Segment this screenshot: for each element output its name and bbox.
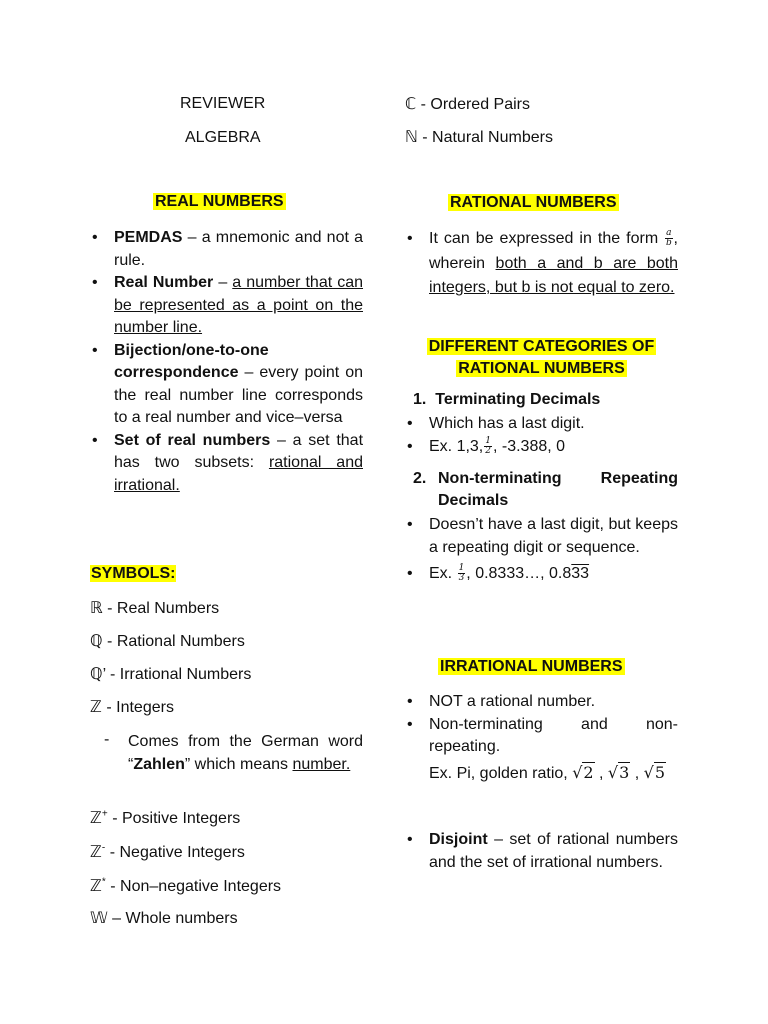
terminating-heading: [413, 390, 600, 410]
rational-form-definition: both a and b are both integers, but b is not equal to zero.: [429, 254, 678, 296]
fraction-one-third: [458, 564, 466, 583]
negative-sup: -: [101, 842, 106, 854]
sqrt-5: √5: [643, 763, 666, 782]
symbol-positive-integers: [90, 808, 240, 829]
irrational-point-2: Non-terminating and non-repeating.: [429, 715, 678, 755]
terminating-list: [405, 413, 678, 458]
symbol-whole-numbers: [90, 908, 238, 929]
zahlen-middle: ” which means: [184, 755, 293, 773]
symbol-rational: [90, 631, 245, 652]
integers-label: - Integers: [101, 699, 174, 716]
irrational-label: ’ - Irrational Numbers: [102, 666, 252, 683]
whole-numbers-label: – Whole numbers: [107, 910, 238, 927]
fraction-denominator: 3: [458, 573, 465, 584]
set-of-real-numbers-definition: – a set that has two subsets:: [114, 431, 364, 471]
natural-symbol: ℕ: [405, 127, 418, 146]
whole-numbers-symbol: 𝕎: [90, 908, 108, 927]
list-item: [405, 691, 678, 714]
nonnegative-integers-label: - Non–negative Integers: [105, 878, 282, 895]
repeating-heading: [413, 468, 678, 512]
real-label: - Real Numbers: [102, 600, 220, 617]
irrational-symbol: ℚ: [90, 664, 103, 683]
pemdas-definition: – a mnemonic and not a rule.: [114, 229, 363, 269]
symbol-nonnegative-integers: [90, 876, 281, 897]
list-item: [405, 563, 678, 586]
zahlen-end: number.: [292, 755, 351, 773]
rational-form-middle: , wherein: [429, 230, 678, 272]
list-item: [405, 413, 678, 436]
list-item: [90, 272, 363, 340]
list-item: [405, 436, 678, 459]
document-title: REVIEWER: [180, 95, 266, 112]
fraction-numerator: 1: [458, 563, 465, 574]
set-of-real-numbers-term: Set of real numbers: [114, 431, 271, 449]
document-subject: ALGEBRA: [185, 129, 261, 146]
symbol-natural: [405, 127, 553, 148]
symbols-heading: SYMBOLS:: [91, 565, 176, 582]
real-numbers-list: [90, 227, 363, 497]
terminating-example-prefix: Ex. 1,3,: [429, 437, 484, 455]
zahlen-word: Zahlen: [133, 755, 185, 773]
radicand: 3: [619, 763, 630, 782]
nonnegative-integers-symbol: ℤ: [90, 876, 102, 895]
real-symbol: ℝ: [90, 598, 103, 617]
radicand: 2: [583, 763, 594, 782]
disjoint-list: [405, 829, 678, 874]
zahlen-prefix: Comes from the German word “: [128, 733, 363, 773]
positive-integers-symbol: ℤ: [90, 808, 102, 827]
fraction-denominator: b: [665, 238, 672, 249]
sqrt-2: √2: [572, 763, 594, 782]
rational-list: [405, 227, 678, 301]
irrational-example-prefix: Ex. Pi, golden ratio,: [429, 765, 573, 782]
integers-symbol: ℤ: [90, 697, 102, 716]
list-item: [405, 514, 678, 559]
irrational-examples: Ex. Pi, golden ratio, √2 , √3 , √5: [429, 763, 666, 782]
real-number-term: Real Number: [114, 274, 214, 291]
positive-sup: +: [101, 808, 108, 820]
terminating-number: 1.: [413, 391, 427, 408]
repeating-number: 2.: [413, 470, 427, 487]
list-item: [405, 714, 678, 759]
radicand: 5: [654, 763, 666, 782]
disjoint-definition: – set of rational numbers and the set of irrational numbers.: [429, 831, 678, 871]
terminating-point: Which has a last digit.: [429, 415, 585, 432]
repeating-example-prefix: Ex.: [429, 565, 457, 582]
bijection-term: Bijection/one-to-one correspondence: [114, 341, 269, 381]
natural-label: - Natural Numbers: [417, 129, 553, 146]
repeating-point: Doesn’t have a last digit, but keeps a repeating digit or sequence.: [429, 516, 678, 556]
terminating-title: Terminating Decimals: [435, 391, 601, 408]
terminating-example-suffix: , -3.388, 0: [492, 437, 566, 455]
negative-integers-label: - Negative Integers: [105, 844, 245, 861]
pemdas-term: PEMDAS: [114, 229, 183, 246]
set-subsets: rational and irrational.: [114, 454, 363, 494]
irrational-numbers-heading: IRRATIONAL NUMBERS: [440, 658, 623, 675]
symbol-integers: [90, 697, 174, 718]
fraction-a-over-b: [665, 229, 672, 248]
list-item: [405, 227, 678, 301]
positive-integers-label: - Positive Integers: [107, 810, 241, 827]
fraction-numerator: a: [666, 228, 672, 239]
zahlen-note: [104, 731, 363, 776]
complex-label: - Ordered Pairs: [416, 96, 530, 113]
nonnegative-sup: *: [101, 876, 106, 888]
symbol-negative-integers: [90, 842, 245, 863]
repeating-example-middle: , 0.8333…, 0.8: [466, 565, 572, 582]
dash-marker: -: [104, 731, 110, 748]
symbol-complex: [405, 94, 530, 115]
bijection-definition: – every point on the real number line corresponds to a real number and vice–versa: [114, 364, 363, 426]
list-item: [90, 340, 363, 430]
real-numbers-heading: REAL NUMBERS: [155, 193, 284, 210]
sqrt-3: √3: [607, 763, 630, 782]
irrational-list: [405, 691, 678, 759]
rational-symbol: ℚ: [90, 631, 103, 650]
real-number-dash: –: [213, 274, 233, 291]
fraction-one-half: [484, 437, 492, 456]
symbol-real: [90, 598, 219, 619]
repeating-title: Non-terminating Repeating Decimals: [438, 470, 678, 509]
repeating-list: [405, 514, 678, 586]
negative-integers-symbol: ℤ: [90, 842, 102, 861]
disjoint-term: Disjoint: [429, 831, 488, 848]
symbol-irrational: [90, 664, 251, 685]
list-item: [90, 227, 363, 272]
irrational-point-1: NOT a rational number.: [429, 693, 596, 710]
categories-heading: DIFFERENT CATEGORIES OF RATIONAL NUMBERS: [428, 338, 655, 377]
real-number-definition: a number that can be represented as a point on the number line.: [114, 274, 364, 336]
repeating-overline-digits: 33: [571, 565, 590, 582]
list-item: [90, 430, 363, 498]
rational-numbers-heading: RATIONAL NUMBERS: [450, 194, 617, 211]
fraction-numerator: 1: [485, 435, 491, 446]
rational-form-prefix: It can be expressed in the form: [429, 230, 665, 247]
fraction-denominator: 2: [485, 445, 491, 456]
complex-symbol: ℂ: [405, 94, 417, 113]
categories-heading-block: [405, 336, 678, 380]
list-item: [405, 829, 678, 874]
rational-label: - Rational Numbers: [102, 633, 245, 650]
